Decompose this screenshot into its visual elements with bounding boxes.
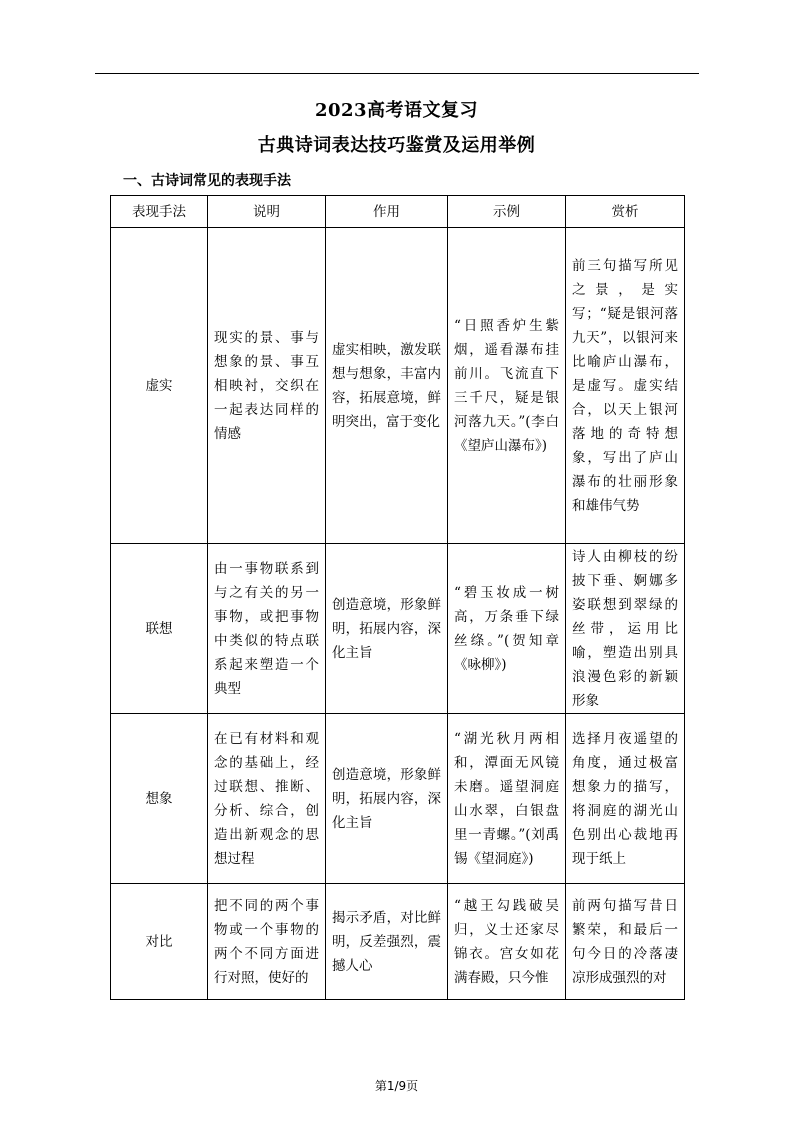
example-cell: “越王勾践破吴归，义士还家尽锦衣。宫女如花满春殿，只今惟 <box>448 884 566 1000</box>
header-analysis: 赏析 <box>566 196 685 228</box>
explanation-cell: 现实的景、事与想象的景、事互相映衬，交织在一起表达同样的情感 <box>208 228 326 544</box>
table-header-row <box>111 196 685 228</box>
explanation-cell: 在已有材料和观念的基础上，经过联想、推断、分析、综合，创造出新观念的思想过程 <box>208 714 326 884</box>
header-technique: 表现手法 <box>111 196 208 228</box>
technique-cell: 联想 <box>111 544 208 714</box>
analysis-cell: 选择月夜遥望的角度，通过极富想象力的描写，将洞庭的湖光山色别出心裁地再现于纸上 <box>566 714 685 884</box>
example-cell: “日照香炉生紫烟，遥看瀑布挂前川。飞流直下三千尺，疑是银河落九天。”(李白《望庐山瀑布》) <box>448 228 566 544</box>
analysis-cell: 诗人由柳枝的纷披下垂、婀娜多姿联想到翠绿的丝带，运用比喻，塑造出别具浪漫色彩的新颖形象 <box>566 544 685 714</box>
technique-cell: 想象 <box>111 714 208 884</box>
example-cell: “碧玉妆成一树高，万条垂下绿丝绦。”(贺知章《咏柳》) <box>448 544 566 714</box>
section-heading: 一、古诗词常见的表现手法 <box>123 173 291 189</box>
explanation-cell: 把不同的两个事物或一个事物的两个不同方面进行对照，使好的 <box>208 884 326 1000</box>
table-row <box>111 228 685 544</box>
explanation-cell: 由一事物联系到与之有关的另一事物，或把事物中类似的特点联系起来塑造一个典型 <box>208 544 326 714</box>
techniques-table <box>110 195 685 1000</box>
header-effect: 作用 <box>326 196 448 228</box>
header-rule <box>95 73 699 74</box>
effect-cell: 创造意境，形象鲜明，拓展内容，深化主旨 <box>326 544 448 714</box>
technique-cell: 虚实 <box>111 228 208 544</box>
page-number: 第1/9页 <box>374 1079 419 1093</box>
effect-cell: 虚实相映，激发联想与想象，丰富内容，拓展意境，鲜明突出，富于变化 <box>326 228 448 544</box>
effect-cell: 创造意境，形象鲜明，拓展内容，深化主旨 <box>326 714 448 884</box>
document-title: 2023高考语文复习 <box>314 100 479 121</box>
effect-cell: 揭示矛盾，对比鲜明，反差强烈，震撼人心 <box>326 884 448 1000</box>
table-row <box>111 544 685 714</box>
analysis-cell: 前两句描写昔日繁荣，和最后一句今日的冷落凄凉形成强烈的对 <box>566 884 685 1000</box>
technique-cell: 对比 <box>111 884 208 1000</box>
analysis-cell: 前三句描写所见之景，是实写；“疑是银河落九天”，以银河来比喻庐山瀑布，是虚写。虚实结合，以天上银河落地的奇特想象，写出了庐山瀑布的壮丽形象和雄伟气势 <box>566 228 685 544</box>
header-explanation: 说明 <box>208 196 326 228</box>
document-subtitle: 古典诗词表达技巧鉴赏及运用举例 <box>257 135 536 156</box>
example-cell: “湖光秋月两相和，潭面无风镜未磨。遥望洞庭山水翠，白银盘里一青螺。”(刘禹锡《望洞庭》) <box>448 714 566 884</box>
table-row <box>111 714 685 884</box>
table-row <box>111 884 685 1000</box>
header-example: 示例 <box>448 196 566 228</box>
